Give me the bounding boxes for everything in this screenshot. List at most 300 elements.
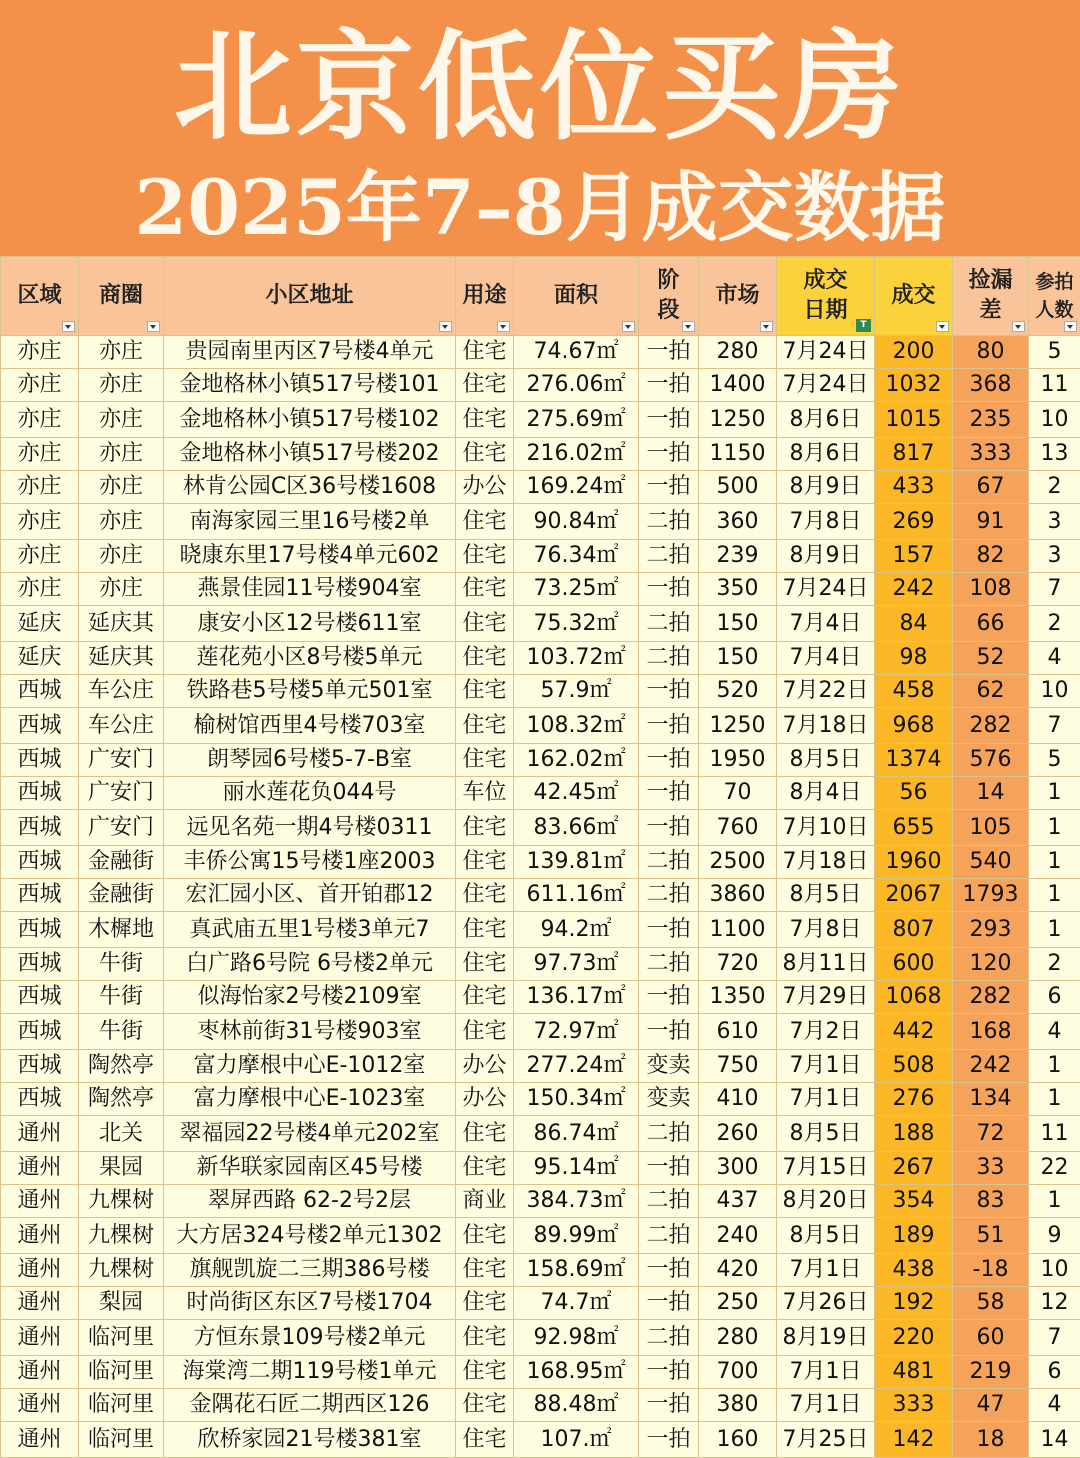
- cell-bargain-diff: 14: [953, 777, 1029, 810]
- cell-bidders: 2: [1029, 471, 1080, 504]
- cell-usage: 办公: [456, 1083, 514, 1116]
- filter-dropdown-icon[interactable]: [439, 321, 452, 332]
- cell-deal-price: 438: [875, 1254, 953, 1287]
- table-row[interactable]: [1, 879, 1080, 912]
- table-row[interactable]: [1, 438, 1080, 471]
- cell-deal-price: 433: [875, 471, 953, 504]
- title-banner: [0, 0, 1080, 256]
- cell-deal-price: 1068: [875, 981, 953, 1014]
- cell-stage: 一拍: [639, 744, 699, 777]
- cell-market: 280: [699, 1320, 777, 1356]
- table-row[interactable]: [1, 573, 1080, 606]
- cell-address: 旗舰凯旋二三期386号楼: [164, 1254, 456, 1287]
- cell-deal-date: 8月19日: [777, 1320, 875, 1356]
- cell-bargain-diff: 52: [953, 642, 1029, 675]
- cell-market: 280: [699, 336, 777, 369]
- cell-district: 牛街: [79, 1014, 164, 1050]
- table-row[interactable]: [1, 846, 1080, 879]
- filter-dropdown-icon[interactable]: [1012, 321, 1025, 332]
- cell-deal-price: 508: [875, 1050, 953, 1083]
- cell-stage: 一拍: [639, 573, 699, 606]
- cell-area: 107.㎡: [514, 1422, 639, 1458]
- cell-stage: 一拍: [639, 1422, 699, 1458]
- table-row[interactable]: [1, 1050, 1080, 1083]
- cell-address: 南海家园三里16号楼2单: [164, 504, 456, 540]
- cell-bidders: 1: [1029, 1185, 1080, 1218]
- cell-area: 168.95㎡: [514, 1356, 639, 1389]
- cell-stage: 二拍: [639, 540, 699, 573]
- cell-address: 宏汇园小区、首开铂郡12: [164, 879, 456, 912]
- cell-bargain-diff: 72: [953, 1116, 1029, 1152]
- cell-area: 88.48㎡: [514, 1389, 639, 1422]
- cell-area: 103.72㎡: [514, 642, 639, 675]
- table-row[interactable]: [1, 912, 1080, 948]
- cell-area: 73.25㎡: [514, 573, 639, 606]
- cell-area: 162.02㎡: [514, 744, 639, 777]
- cell-region: 西城: [1, 744, 79, 777]
- table-row[interactable]: [1, 1116, 1080, 1152]
- cell-deal-price: 157: [875, 540, 953, 573]
- cell-area: 89.99㎡: [514, 1218, 639, 1254]
- cell-stage: 变卖: [639, 1083, 699, 1116]
- cell-address: 新华联家园南区45号楼: [164, 1152, 456, 1185]
- cell-deal-date: 8月4日: [777, 777, 875, 810]
- cell-deal-price: 442: [875, 1014, 953, 1050]
- cell-address: 翠屏西路 62-2号2层: [164, 1185, 456, 1218]
- cell-market: 240: [699, 1218, 777, 1254]
- cell-market: 520: [699, 675, 777, 708]
- cell-deal-price: 267: [875, 1152, 953, 1185]
- cell-district: 木樨地: [79, 912, 164, 948]
- cell-bidders: 4: [1029, 642, 1080, 675]
- cell-bargain-diff: 18: [953, 1422, 1029, 1458]
- table-row[interactable]: [1, 369, 1080, 402]
- cell-district: 广安门: [79, 810, 164, 846]
- cell-region: 亦庄: [1, 402, 79, 438]
- table-row[interactable]: [1, 1422, 1080, 1458]
- cell-deal-price: 188: [875, 1116, 953, 1152]
- cell-district: 临河里: [79, 1422, 164, 1458]
- cell-deal-date: 7月10日: [777, 810, 875, 846]
- filter-dropdown-icon[interactable]: [622, 321, 635, 332]
- cell-area: 83.66㎡: [514, 810, 639, 846]
- cell-area: 72.97㎡: [514, 1014, 639, 1050]
- cell-bidders: 1: [1029, 1050, 1080, 1083]
- table-row[interactable]: [1, 948, 1080, 981]
- cell-market: 1950: [699, 744, 777, 777]
- header-bargain-diff[interactable]: 捡漏差: [953, 257, 1029, 336]
- cell-area: 75.32㎡: [514, 606, 639, 642]
- cell-market: 1250: [699, 402, 777, 438]
- cell-market: 1250: [699, 708, 777, 744]
- cell-deal-date: 7月22日: [777, 675, 875, 708]
- cell-deal-date: 7月24日: [777, 573, 875, 606]
- cell-bargain-diff: 82: [953, 540, 1029, 573]
- cell-address: 榆树馆西里4号楼703室: [164, 708, 456, 744]
- cell-area: 74.67㎡: [514, 336, 639, 369]
- cell-area: 108.32㎡: [514, 708, 639, 744]
- cell-deal-price: 354: [875, 1185, 953, 1218]
- cell-area: 139.81㎡: [514, 846, 639, 879]
- cell-deal-date: 7月1日: [777, 1254, 875, 1287]
- cell-stage: 一拍: [639, 402, 699, 438]
- cell-usage: 住宅: [456, 744, 514, 777]
- cell-usage: 住宅: [456, 504, 514, 540]
- cell-stage: 二拍: [639, 504, 699, 540]
- cell-stage: 二拍: [639, 1116, 699, 1152]
- cell-district: 陶然亭: [79, 1050, 164, 1083]
- cell-region: 亦庄: [1, 438, 79, 471]
- cell-deal-price: 655: [875, 810, 953, 846]
- cell-deal-price: 98: [875, 642, 953, 675]
- cell-bargain-diff: 282: [953, 708, 1029, 744]
- cell-usage: 住宅: [456, 846, 514, 879]
- cell-stage: 一拍: [639, 1014, 699, 1050]
- cell-usage: 住宅: [456, 1116, 514, 1152]
- cell-bargain-diff: 1793: [953, 879, 1029, 912]
- cell-deal-price: 276: [875, 1083, 953, 1116]
- cell-stage: 一拍: [639, 912, 699, 948]
- cell-address: 林肯公园C区36号楼1608: [164, 471, 456, 504]
- cell-deal-date: 8月5日: [777, 1116, 875, 1152]
- cell-bidders: 13: [1029, 438, 1080, 471]
- cell-address: 金地格林小镇517号楼102: [164, 402, 456, 438]
- cell-region: 西城: [1, 675, 79, 708]
- cell-deal-price: 189: [875, 1218, 953, 1254]
- filter-dropdown-icon[interactable]: [147, 321, 160, 332]
- cell-address: 枣林前街31号楼903室: [164, 1014, 456, 1050]
- cell-address: 朗琴园6号楼5-7-B室: [164, 744, 456, 777]
- cell-district: 广安门: [79, 744, 164, 777]
- cell-region: 西城: [1, 879, 79, 912]
- table-row[interactable]: [1, 1083, 1080, 1116]
- cell-stage: 变卖: [639, 1050, 699, 1083]
- cell-area: 97.73㎡: [514, 948, 639, 981]
- cell-area: 57.9㎡: [514, 675, 639, 708]
- cell-usage: 住宅: [456, 1287, 514, 1320]
- cell-bargain-diff: 66: [953, 606, 1029, 642]
- cell-usage: 办公: [456, 1050, 514, 1083]
- cell-market: 720: [699, 948, 777, 981]
- cell-deal-date: 7月18日: [777, 846, 875, 879]
- filter-dropdown-icon[interactable]: [936, 321, 949, 332]
- cell-district: 九棵树: [79, 1218, 164, 1254]
- cell-usage: 住宅: [456, 948, 514, 981]
- cell-deal-date: 7月4日: [777, 642, 875, 675]
- cell-address: 大方居324号楼2单元1302: [164, 1218, 456, 1254]
- cell-deal-price: 807: [875, 912, 953, 948]
- cell-stage: 二拍: [639, 948, 699, 981]
- header-area[interactable]: 面积: [514, 257, 639, 336]
- cell-bidders: 7: [1029, 708, 1080, 744]
- cell-bidders: 1: [1029, 879, 1080, 912]
- cell-district: 车公庄: [79, 675, 164, 708]
- cell-district: 金融街: [79, 846, 164, 879]
- cell-region: 西城: [1, 810, 79, 846]
- cell-district: 临河里: [79, 1320, 164, 1356]
- cell-address: 欣桥家园21号楼381室: [164, 1422, 456, 1458]
- cell-bidders: 11: [1029, 369, 1080, 402]
- cell-deal-date: 8月6日: [777, 402, 875, 438]
- cell-bidders: 7: [1029, 1320, 1080, 1356]
- cell-bidders: 2: [1029, 948, 1080, 981]
- cell-district: 陶然亭: [79, 1083, 164, 1116]
- table-row[interactable]: [1, 1014, 1080, 1050]
- cell-bidders: 10: [1029, 675, 1080, 708]
- cell-district: 九棵树: [79, 1254, 164, 1287]
- active-filter-icon[interactable]: T: [856, 319, 871, 332]
- cell-stage: 二拍: [639, 606, 699, 642]
- cell-region: 通州: [1, 1422, 79, 1458]
- cell-bidders: 14: [1029, 1422, 1080, 1458]
- table-row[interactable]: [1, 336, 1080, 369]
- cell-district: 亦庄: [79, 573, 164, 606]
- cell-stage: 二拍: [639, 846, 699, 879]
- cell-bargain-diff: 60: [953, 1320, 1029, 1356]
- cell-region: 亦庄: [1, 471, 79, 504]
- filter-dropdown-icon[interactable]: [497, 321, 510, 332]
- table-row[interactable]: [1, 504, 1080, 540]
- cell-area: 94.2㎡: [514, 912, 639, 948]
- header-region[interactable]: 区域: [1, 257, 79, 336]
- cell-deal-price: 1015: [875, 402, 953, 438]
- cell-deal-price: 968: [875, 708, 953, 744]
- cell-deal-price: 142: [875, 1422, 953, 1458]
- table-row[interactable]: [1, 1254, 1080, 1287]
- table-row[interactable]: [1, 1356, 1080, 1389]
- transaction-table: [0, 256, 1080, 1458]
- cell-bidders: 5: [1029, 336, 1080, 369]
- header-deal-price[interactable]: 成交: [875, 257, 953, 336]
- cell-deal-date: 7月15日: [777, 1152, 875, 1185]
- cell-address: 金隅花石匠二期西区126: [164, 1389, 456, 1422]
- filter-dropdown-icon[interactable]: [1064, 321, 1077, 332]
- cell-bargain-diff: 58: [953, 1287, 1029, 1320]
- cell-deal-price: 200: [875, 336, 953, 369]
- table-row[interactable]: [1, 708, 1080, 744]
- cell-market: 260: [699, 1116, 777, 1152]
- header-deal-date[interactable]: 成交日期 T: [777, 257, 875, 336]
- cell-bidders: 9: [1029, 1218, 1080, 1254]
- cell-address: 燕景佳园11号楼904室: [164, 573, 456, 606]
- cell-deal-price: 192: [875, 1287, 953, 1320]
- cell-address: 方恒东景109号楼2单元: [164, 1320, 456, 1356]
- table-row[interactable]: [1, 402, 1080, 438]
- table-row[interactable]: [1, 642, 1080, 675]
- cell-bargain-diff: 80: [953, 336, 1029, 369]
- cell-stage: 一拍: [639, 810, 699, 846]
- cell-stage: 一拍: [639, 708, 699, 744]
- table-row[interactable]: [1, 471, 1080, 504]
- cell-area: 92.98㎡: [514, 1320, 639, 1356]
- cell-bargain-diff: 242: [953, 1050, 1029, 1083]
- cell-district: 金融街: [79, 879, 164, 912]
- cell-deal-price: 269: [875, 504, 953, 540]
- cell-market: 300: [699, 1152, 777, 1185]
- cell-deal-price: 333: [875, 1389, 953, 1422]
- cell-usage: 住宅: [456, 642, 514, 675]
- cell-area: 74.7㎡: [514, 1287, 639, 1320]
- header-stage[interactable]: 阶段: [639, 257, 699, 336]
- cell-address: 海棠湾二期119号楼1单元: [164, 1356, 456, 1389]
- cell-bargain-diff: 134: [953, 1083, 1029, 1116]
- table-row[interactable]: [1, 540, 1080, 573]
- cell-usage: 住宅: [456, 1218, 514, 1254]
- cell-bidders: 1: [1029, 912, 1080, 948]
- table-row[interactable]: [1, 810, 1080, 846]
- cell-bargain-diff: 235: [953, 402, 1029, 438]
- cell-region: 通州: [1, 1185, 79, 1218]
- table-row[interactable]: [1, 1218, 1080, 1254]
- cell-bargain-diff: 540: [953, 846, 1029, 879]
- cell-bidders: 4: [1029, 1389, 1080, 1422]
- table-row[interactable]: [1, 777, 1080, 810]
- cell-usage: 住宅: [456, 438, 514, 471]
- cell-district: 临河里: [79, 1389, 164, 1422]
- cell-bargain-diff: 67: [953, 471, 1029, 504]
- cell-bargain-diff: 108: [953, 573, 1029, 606]
- cell-deal-date: 7月24日: [777, 336, 875, 369]
- cell-stage: 一拍: [639, 675, 699, 708]
- cell-market: 420: [699, 1254, 777, 1287]
- cell-usage: 住宅: [456, 1014, 514, 1050]
- cell-district: 延庆其: [79, 606, 164, 642]
- cell-stage: 二拍: [639, 1320, 699, 1356]
- table-row[interactable]: [1, 675, 1080, 708]
- cell-area: 158.69㎡: [514, 1254, 639, 1287]
- cell-deal-price: 481: [875, 1356, 953, 1389]
- cell-bidders: 1: [1029, 810, 1080, 846]
- header-bidders[interactable]: 参拍人数: [1029, 257, 1080, 336]
- cell-usage: 住宅: [456, 1320, 514, 1356]
- cell-stage: 一拍: [639, 1356, 699, 1389]
- cell-address: 莲花苑小区8号楼5单元: [164, 642, 456, 675]
- cell-address: 富力摩根中心E-1023室: [164, 1083, 456, 1116]
- cell-bidders: 2: [1029, 606, 1080, 642]
- cell-market: 410: [699, 1083, 777, 1116]
- cell-deal-date: 7月2日: [777, 1014, 875, 1050]
- cell-deal-price: 817: [875, 438, 953, 471]
- cell-region: 通州: [1, 1218, 79, 1254]
- cell-stage: 一拍: [639, 438, 699, 471]
- cell-bargain-diff: 83: [953, 1185, 1029, 1218]
- cell-usage: 住宅: [456, 810, 514, 846]
- cell-bargain-diff: 219: [953, 1356, 1029, 1389]
- header-market[interactable]: 市场: [699, 257, 777, 336]
- cell-deal-date: 7月1日: [777, 1356, 875, 1389]
- header-address[interactable]: 小区地址: [164, 257, 456, 336]
- table-row[interactable]: [1, 1320, 1080, 1356]
- table-row[interactable]: [1, 1287, 1080, 1320]
- table-row[interactable]: [1, 1152, 1080, 1185]
- cell-deal-date: 7月29日: [777, 981, 875, 1014]
- cell-stage: 二拍: [639, 642, 699, 675]
- cell-region: 通州: [1, 1152, 79, 1185]
- cell-market: 1100: [699, 912, 777, 948]
- cell-district: 亦庄: [79, 336, 164, 369]
- cell-deal-price: 1032: [875, 369, 953, 402]
- cell-deal-price: 2067: [875, 879, 953, 912]
- cell-bargain-diff: 47: [953, 1389, 1029, 1422]
- cell-bidders: 6: [1029, 1356, 1080, 1389]
- cell-market: 2500: [699, 846, 777, 879]
- cell-region: 西城: [1, 912, 79, 948]
- cell-market: 3860: [699, 879, 777, 912]
- cell-deal-date: 7月26日: [777, 1287, 875, 1320]
- cell-region: 亦庄: [1, 573, 79, 606]
- cell-bargain-diff: 105: [953, 810, 1029, 846]
- cell-bargain-diff: 51: [953, 1218, 1029, 1254]
- header-usage[interactable]: 用途: [456, 257, 514, 336]
- cell-bidders: 6: [1029, 981, 1080, 1014]
- cell-region: 亦庄: [1, 369, 79, 402]
- cell-area: 136.17㎡: [514, 981, 639, 1014]
- table-row[interactable]: [1, 1185, 1080, 1218]
- cell-district: 果园: [79, 1152, 164, 1185]
- cell-address: 翠福园22号楼4单元202室: [164, 1116, 456, 1152]
- cell-area: 150.34㎡: [514, 1083, 639, 1116]
- table-row[interactable]: [1, 744, 1080, 777]
- cell-deal-price: 220: [875, 1320, 953, 1356]
- cell-district: 牛街: [79, 948, 164, 981]
- cell-district: 北关: [79, 1116, 164, 1152]
- cell-bargain-diff: 368: [953, 369, 1029, 402]
- header-row: [1, 257, 1080, 336]
- cell-market: 160: [699, 1422, 777, 1458]
- cell-area: 275.69㎡: [514, 402, 639, 438]
- cell-bidders: 3: [1029, 540, 1080, 573]
- cell-usage: 住宅: [456, 573, 514, 606]
- cell-deal-date: 8月9日: [777, 471, 875, 504]
- table-row[interactable]: [1, 981, 1080, 1014]
- cell-bargain-diff: 168: [953, 1014, 1029, 1050]
- cell-address: 白广路6号院 6号楼2单元: [164, 948, 456, 981]
- cell-market: 360: [699, 504, 777, 540]
- cell-district: 车公庄: [79, 708, 164, 744]
- cell-usage: 住宅: [456, 1356, 514, 1389]
- cell-area: 216.02㎡: [514, 438, 639, 471]
- cell-deal-date: 8月20日: [777, 1185, 875, 1218]
- cell-region: 通州: [1, 1389, 79, 1422]
- table-row[interactable]: [1, 1389, 1080, 1422]
- cell-market: 760: [699, 810, 777, 846]
- cell-address: 真武庙五里1号楼3单元7: [164, 912, 456, 948]
- cell-deal-date: 8月6日: [777, 438, 875, 471]
- cell-region: 西城: [1, 1014, 79, 1050]
- cell-bidders: 10: [1029, 1254, 1080, 1287]
- cell-district: 延庆其: [79, 642, 164, 675]
- cell-deal-price: 1960: [875, 846, 953, 879]
- filter-dropdown-icon[interactable]: [62, 321, 75, 332]
- filter-dropdown-icon[interactable]: [682, 321, 695, 332]
- cell-bargain-diff: -18: [953, 1254, 1029, 1287]
- cell-region: 西城: [1, 777, 79, 810]
- filter-dropdown-icon[interactable]: [760, 321, 773, 332]
- cell-deal-price: 84: [875, 606, 953, 642]
- cell-stage: 一拍: [639, 1152, 699, 1185]
- cell-stage: 一拍: [639, 1287, 699, 1320]
- cell-area: 169.24㎡: [514, 471, 639, 504]
- cell-area: 42.45㎡: [514, 777, 639, 810]
- table-row[interactable]: [1, 606, 1080, 642]
- cell-region: 西城: [1, 948, 79, 981]
- header-district[interactable]: 商圈: [79, 257, 164, 336]
- cell-bargain-diff: 576: [953, 744, 1029, 777]
- cell-district: 牛街: [79, 981, 164, 1014]
- cell-area: 611.16㎡: [514, 879, 639, 912]
- cell-usage: 住宅: [456, 1422, 514, 1458]
- cell-deal-date: 7月18日: [777, 708, 875, 744]
